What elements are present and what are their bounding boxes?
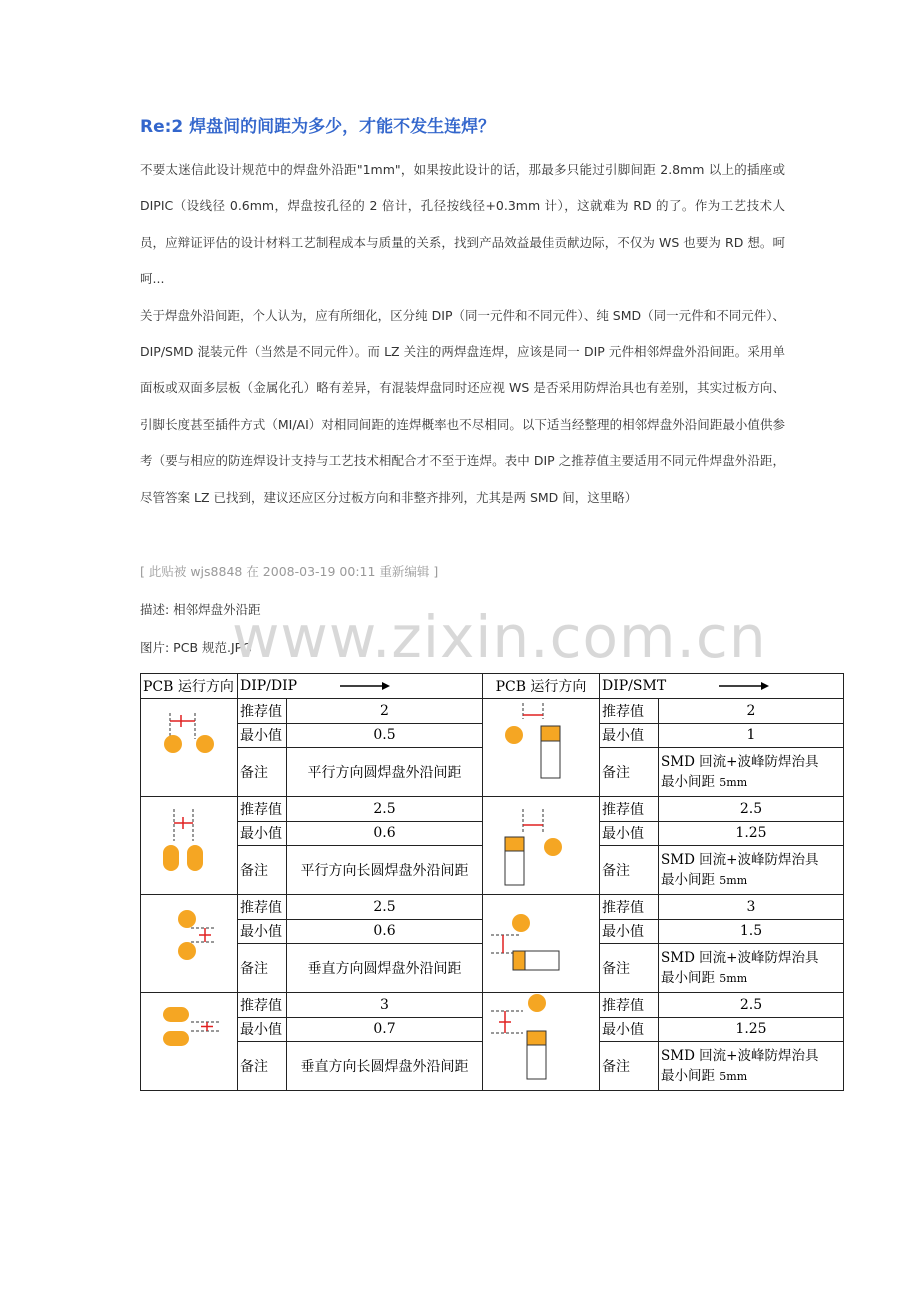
smd-note-line1: SMD 回流+波峰防焊治具 [661, 949, 819, 966]
note-right-smd [659, 944, 844, 993]
post-paragraph-1: 不要太迷信此设计规范中的焊盘外沿距"1mm"，如果按此设计的话，那最多只能过引脚间距 2.8mm 以上的插座或 DIPIC（设线径 0.6mm，焊盘按孔径的 2 倍计，孔径按线径+0.3mm 计），这就难为 RD 的了。作为工艺技术人员，应辩证评估的设计材料工艺制程成本与质量的关系，找到产品效益最佳贡献边际，不仅为 WS 也要为 RD 想。呵呵... [140, 162, 785, 287]
label-minimum: 最小值 [238, 821, 287, 845]
value-recommended-right: 2 [659, 699, 844, 723]
table-header-row [141, 674, 844, 699]
oval-pads-parallel-icon [141, 797, 238, 893]
header-dip-dip [238, 674, 483, 699]
oval-pads-vertical-icon [141, 993, 238, 1089]
value-recommended-right: 2.5 [659, 993, 844, 1017]
value-minimum-right: 1.5 [659, 919, 844, 943]
label-minimum: 最小值 [600, 723, 659, 747]
attachment-description: 描述: 相邻焊盘外沿距 [140, 602, 261, 617]
smd-note-line2: 最小间距 [661, 969, 715, 986]
smd-note-line1: SMD 回流+波峰防焊治具 [661, 753, 819, 770]
value-minimum-left: 0.7 [287, 1017, 483, 1041]
watermark: www.zixin.com.cn [232, 603, 767, 671]
header-dip-smt-label: DIP/SMT [602, 678, 667, 695]
label-note: 备注 [238, 1042, 287, 1091]
label-minimum: 最小值 [600, 919, 659, 943]
smd-note-unit: 5mm [719, 873, 748, 887]
value-recommended-left: 2.5 [287, 895, 483, 919]
label-recommended: 推荐值 [238, 895, 287, 919]
label-note: 备注 [238, 944, 287, 993]
table-row [141, 699, 844, 723]
label-recommended: 推荐值 [238, 993, 287, 1017]
value-recommended-left: 3 [287, 993, 483, 1017]
round-pads-parallel-icon [141, 699, 238, 795]
label-note: 备注 [600, 846, 659, 895]
smd-note-line2: 最小间距 [661, 871, 715, 888]
label-note: 备注 [600, 1042, 659, 1091]
label-minimum: 最小值 [238, 723, 287, 747]
direction-arrow-icon [719, 680, 769, 692]
table-row [141, 797, 844, 821]
diagram-round-pads-parallel [141, 699, 238, 797]
label-minimum: 最小值 [600, 821, 659, 845]
smd-note-line1: SMD 回流+波峰防焊治具 [661, 851, 819, 868]
value-minimum-left: 0.6 [287, 821, 483, 845]
smd-note-line2: 最小间距 [661, 773, 715, 790]
diagram-oval-pads-vertical [141, 993, 238, 1091]
value-recommended-right: 3 [659, 895, 844, 919]
table-row [141, 895, 844, 919]
diagram-round-pad-smd-parallel [483, 699, 600, 797]
label-minimum: 最小值 [238, 1017, 287, 1041]
diagram-oval-pads-parallel [141, 797, 238, 895]
label-recommended: 推荐值 [600, 895, 659, 919]
label-minimum: 最小值 [600, 1017, 659, 1041]
label-recommended: 推荐值 [600, 797, 659, 821]
smd-note-unit: 5mm [719, 1069, 748, 1083]
smd-note-unit: 5mm [719, 971, 748, 985]
attachment-caption: 图片: PCB 规范.JPG [140, 640, 252, 655]
note-left: 平行方向圆焊盘外沿间距 [287, 748, 483, 797]
diagram-round-pad-smd-vertical-2 [483, 993, 600, 1091]
value-minimum-left: 0.5 [287, 723, 483, 747]
note-right-smd [659, 1042, 844, 1091]
value-recommended-right: 2.5 [659, 797, 844, 821]
round-pad-smd-parallel-icon [483, 699, 600, 795]
value-recommended-left: 2 [287, 699, 483, 723]
label-recommended: 推荐值 [600, 993, 659, 1017]
diagram-round-pad-smd-vertical [483, 895, 600, 993]
label-recommended: 推荐值 [238, 797, 287, 821]
round-pad-smd-vertical-icon [483, 895, 600, 991]
pcb-spacing-table [140, 673, 844, 1091]
post-body [140, 152, 785, 516]
header-pcb-direction-right: PCB 运行方向 [483, 674, 600, 699]
label-recommended: 推荐值 [600, 699, 659, 723]
round-pad-smd-vertical-2-icon [483, 993, 600, 1089]
value-minimum-right: 1.25 [659, 1017, 844, 1041]
note-right-smd [659, 748, 844, 797]
table-row [141, 993, 844, 1017]
diagram-smd-round-pad-parallel [483, 797, 600, 895]
post-paragraph-2: 关于焊盘外沿间距，个人认为，应有所细化，区分纯 DIP（同一元件和不同元件）、纯 SMD（同一元件和不同元件）、DIP/SMD 混装元件（当然是不同元件）。而 LZ 关注的两焊盘连焊，应该是同一 DIP 元件相邻焊盘外沿间距。采用单面板或双面多层板（金属化孔）略有差异，有混装焊盘同时还应视 WS 是否采用防焊治具也有差别，其实过板方向、引脚长度甚至插件方式（MI/AI）对相同间距的连焊概率也不尽相同。以下适当经整理的相邻焊盘外沿间距最小值供参考（要与相应的防连焊设计支持与工艺技术相配合才不至于连焊。表中 DIP 之推荐值主要适用不同元件焊盘外沿距，尽管答案 LZ 已找到，建议还应区分过板方向和非整齐排列，尤其是两 SMD 间，这里略） [140, 307, 785, 505]
diagram-round-pads-vertical [141, 895, 238, 993]
direction-arrow-icon [340, 680, 390, 692]
smd-note-unit: 5mm [719, 775, 748, 789]
label-minimum: 最小值 [238, 919, 287, 943]
note-left: 垂直方向圆焊盘外沿间距 [287, 944, 483, 993]
label-note: 备注 [600, 748, 659, 797]
note-right-smd [659, 846, 844, 895]
smd-round-pad-parallel-icon [483, 797, 600, 893]
note-left: 平行方向长圆焊盘外沿间距 [287, 846, 483, 895]
label-note: 备注 [238, 748, 287, 797]
header-pcb-direction-left: PCB 运行方向 [141, 674, 238, 699]
note-left: 垂直方向长圆焊盘外沿间距 [287, 1042, 483, 1091]
smd-note-line2: 最小间距 [661, 1067, 715, 1084]
header-dip-dip-label: DIP/DIP [240, 678, 298, 695]
value-minimum-right: 1 [659, 723, 844, 747]
value-minimum-right: 1.25 [659, 821, 844, 845]
smd-note-line1: SMD 回流+波峰防焊治具 [661, 1047, 819, 1064]
post-title: Re:2 焊盘间的间距为多少，才能不发生连焊？ [140, 117, 496, 137]
header-dip-smt [600, 674, 844, 699]
label-note: 备注 [600, 944, 659, 993]
label-note: 备注 [238, 846, 287, 895]
edit-note: [ 此贴被 wjs8848 在 2008-03-19 00:11 重新编辑 ] [140, 564, 439, 579]
value-recommended-left: 2.5 [287, 797, 483, 821]
round-pads-vertical-icon [141, 895, 238, 991]
label-recommended: 推荐值 [238, 699, 287, 723]
value-minimum-left: 0.6 [287, 919, 483, 943]
